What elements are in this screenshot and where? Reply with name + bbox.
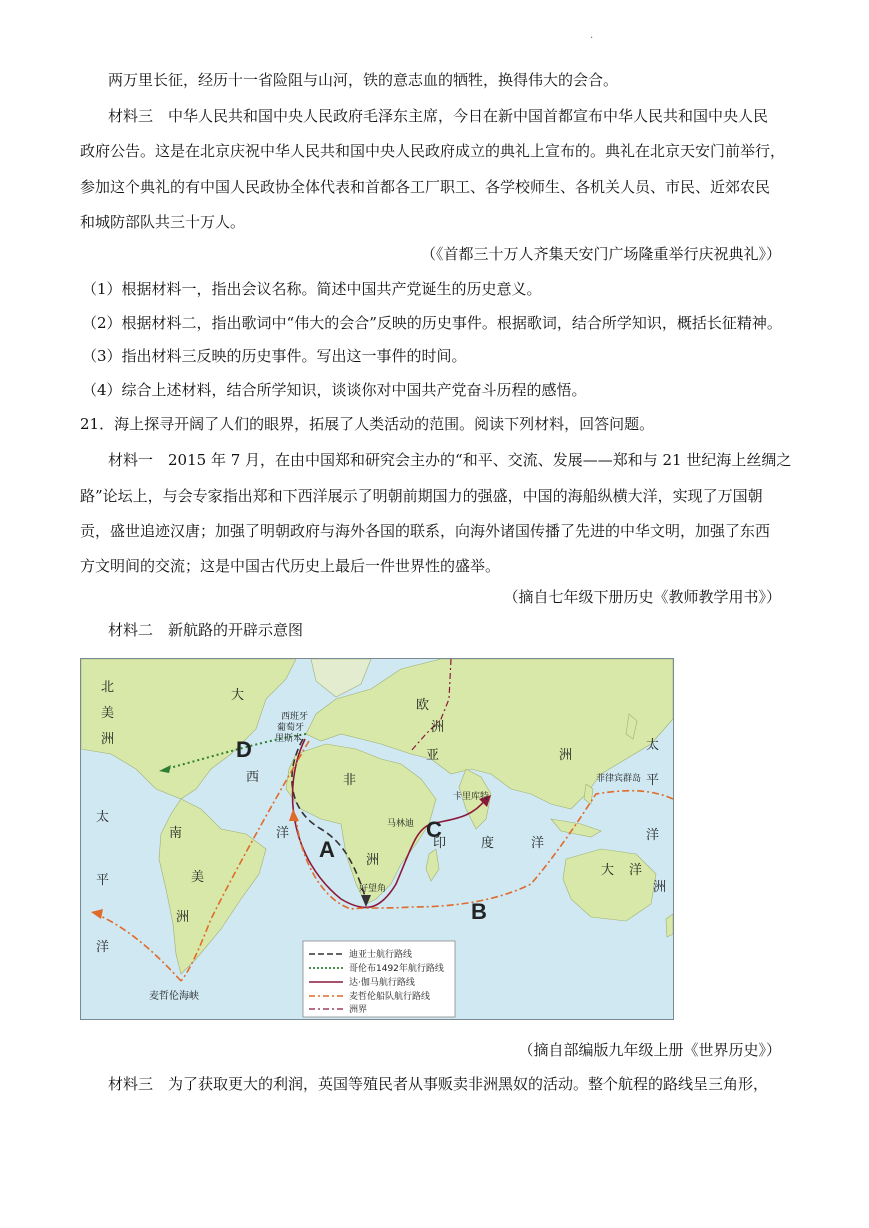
text-line-13: 贡，盛世追迹汉唐；加强了明朝政府与海外各国的联系，向海外诸国传播了先进的中华文明，加强了东西: [80, 522, 771, 540]
map-label: 洲: [559, 748, 573, 763]
material-2-caption: 材料二 新航路的开辟示意图: [108, 621, 304, 639]
map-label: 太: [96, 810, 110, 825]
land-new-zealand: [666, 914, 673, 937]
place-lisbon: 里斯本: [275, 734, 303, 744]
map-label: 洲: [653, 880, 667, 895]
map-label: 非: [343, 773, 357, 788]
text-line-4: 参加这个典礼的有中国人民政协全体代表和首都各工厂职工、各学校师生、各机关人员、市民、近郊农民: [80, 178, 771, 196]
letter-a: A: [319, 837, 335, 862]
source-citation-2: （摘自七年级下册历史《教师教学用书》）: [503, 588, 781, 606]
source-citation-1: （《首都三十万人齐集天安门广场隆重举行庆祝典礼》）: [420, 245, 781, 263]
map-label: 亚: [426, 748, 440, 763]
letter-c: C: [426, 817, 442, 842]
map-label: 南: [169, 826, 183, 841]
land-madagascar: [426, 849, 439, 881]
place-portugal: 葡萄牙: [277, 723, 305, 733]
material-3-text: 材料三 为了获取更大的利润，英国等殖民者从事贩卖非洲黑奴的活动。整个航程的路线呈三角形，: [108, 1075, 769, 1093]
new-sea-routes-map: [80, 658, 674, 1020]
map-label: 洋: [276, 826, 290, 841]
page-dot: .: [590, 30, 594, 41]
map-label: 太: [646, 738, 660, 753]
map-label: 度: [481, 836, 495, 851]
legend-gama: 达·伽马航行路线: [349, 978, 415, 988]
map-label: 洋: [531, 836, 545, 851]
question-3: （3）指出材料三反映的历史事件。写出这一事件的时间。: [82, 347, 467, 365]
text-line-2: 材料三 中华人民共和国中央人民政府毛泽东主席，今日在新中国首都宣布中华人民共和国中央人民: [108, 107, 769, 125]
text-line-11: 材料一 2015 年 7 月，在由中国郑和研究会主办的“和平、交流、发展——郑和与 21 世纪海上丝绸之: [108, 451, 792, 469]
source-citation-3: （摘自部编版九年级上册《世界历史》）: [518, 1041, 781, 1059]
question-4: （4）综合上述材料，结合所学知识，谈谈你对中国共产党奋斗历程的感悟。: [82, 381, 587, 399]
map-legend: [303, 941, 455, 1017]
place-cape-of-good-hope: 好望角: [359, 884, 387, 894]
map-label: 北: [101, 680, 115, 695]
letter-b: B: [471, 899, 487, 924]
text-line-14: 方文明间的交流；这是中国古代历史上最后一件世界性的盛举。: [80, 557, 501, 575]
map-label: 洋: [646, 828, 660, 843]
map-label: 平: [646, 773, 660, 788]
place-philippines: 菲律宾群岛: [596, 774, 642, 784]
map-label: 大: [231, 688, 245, 703]
arrow-magellan-1: [91, 909, 103, 919]
map-label: 洋: [629, 863, 643, 878]
text-line-1: 两万里长征，经历十一省险阻与山河，铁的意志血的牺牲，换得伟大的会合。: [108, 71, 619, 89]
map-label: 西: [246, 770, 260, 785]
legend-border: 洲界: [349, 1005, 368, 1015]
text-line-3: 政府公告。这是在北京庆祝中华人民共和国中央人民政府成立的典礼上宣布的。典礼在北京天安门前举行，: [80, 142, 786, 160]
letter-d: D: [236, 737, 252, 762]
legend-dias: 迪亚士航行路线: [349, 950, 413, 960]
question-2: （2）根据材料二，指出歌词中“伟大的会合”反映的历史事件。根据歌词，结合所学知识，概括长征精神。: [82, 314, 782, 332]
map-label: 美: [191, 870, 205, 885]
question-1: （1）根据材料一，指出会议名称。简述中国共产党诞生的历史意义。: [82, 280, 542, 298]
legend-columbus: 哥伦布1492年航行路线: [349, 964, 444, 974]
map-label: 大: [601, 863, 615, 878]
map-label: 洲: [366, 853, 380, 868]
question-21-heading: 21．海上探寻开阔了人们的眼界，拓展了人类活动的范围。阅读下列材料，回答问题。: [80, 415, 655, 433]
place-spain: 西班牙: [281, 712, 309, 722]
map-label: 洲: [431, 720, 445, 735]
text-line-5: 和城防部队共三十万人。: [80, 213, 246, 231]
map-label: 印: [433, 836, 447, 851]
map-label: 美: [101, 706, 115, 721]
place-strait-of-magellan: 麦哲伦海峡: [149, 991, 199, 1002]
place-calicut: 卡里库特: [453, 792, 490, 802]
map-label: 洲: [101, 732, 115, 747]
land-australia: [563, 849, 656, 921]
place-malindi: 马林迪: [387, 819, 415, 829]
text-line-12: 路”论坛上，与会专家指出郑和下西洋展示了明朝前期国力的强盛，中国的海船纵横大洋，实现了万国朝: [80, 487, 763, 505]
map-label: 洋: [96, 940, 110, 955]
map-label: 平: [96, 873, 110, 888]
legend-magellan: 麦哲伦船队航行路线: [349, 992, 431, 1002]
map-label: 欧: [416, 698, 430, 713]
land-indonesia: [551, 819, 601, 837]
map-label: 洲: [176, 910, 190, 925]
